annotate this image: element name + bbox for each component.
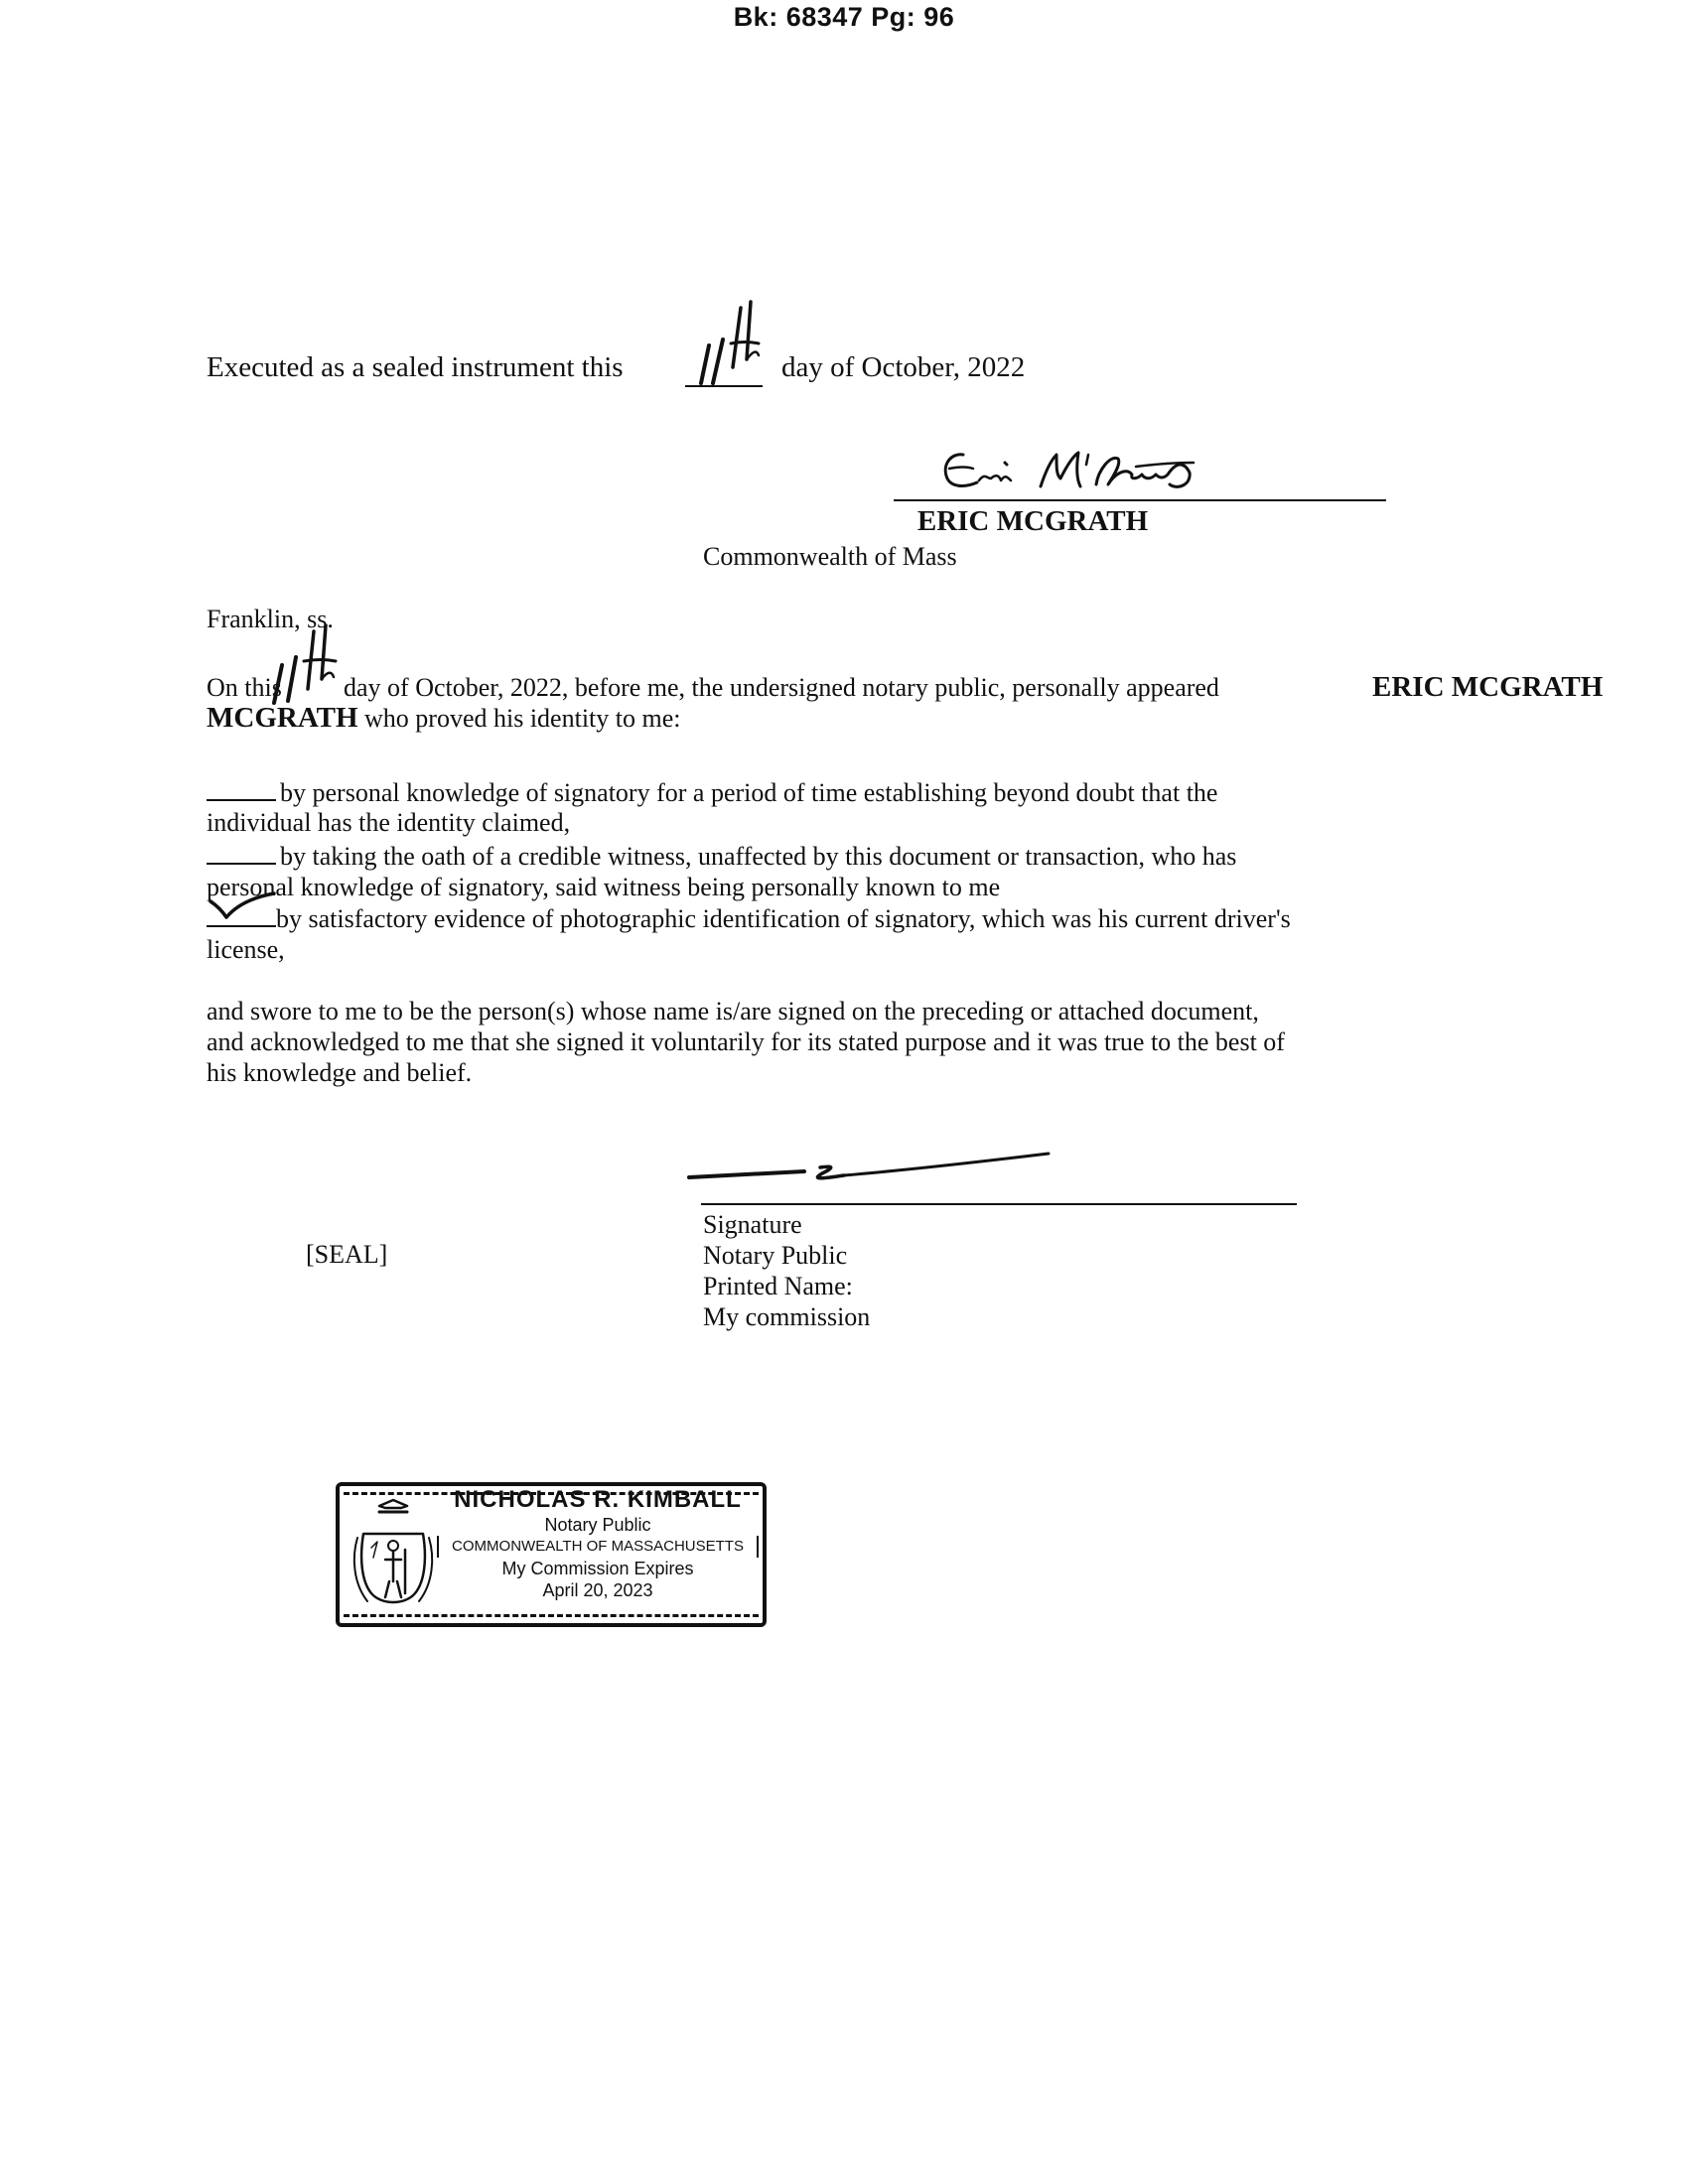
ack-proved (207, 703, 680, 734)
notary-stamp (336, 1482, 767, 1627)
option2-line2: personal knowledge of signatory, said witness being personally known to me (207, 873, 1001, 901)
signer-location: Commonwealth of Mass (703, 542, 957, 571)
ack-signer-surname: MCGRATH (207, 702, 358, 734)
stamp-jurisdiction: COMMONWEALTH OF MASSACHUSETTS (437, 1536, 759, 1558)
book-page-reference: Bk: 68347 Pg: 96 (733, 2, 955, 32)
stamp-title: Notary Public (544, 1515, 651, 1535)
notary-printed-name-label: Printed Name: (703, 1272, 853, 1300)
stamp-expires-date: April 20, 2023 (542, 1580, 653, 1600)
notary-commission-label: My commission (703, 1302, 871, 1331)
option1-line1: by personal knowledge of signatory for a period of time establishing beyond doubt that the (280, 778, 1218, 807)
signer-signature-line (894, 499, 1386, 501)
sworn-line2: and acknowledged to me that she signed it voluntarily for its stated purpose and it was true to the best of (207, 1027, 1285, 1056)
option3-blank (207, 925, 276, 927)
massachusetts-seal-icon (350, 1498, 437, 1617)
ack-proved-text: who proved his identity to me: (364, 704, 681, 733)
option-credible-witness (207, 841, 1236, 872)
option2-blank (207, 863, 276, 865)
option-photo-id (207, 903, 1291, 934)
notary-signature (685, 1142, 1062, 1191)
seal-label: [SEAL] (306, 1240, 388, 1269)
option3-line2: license, (207, 935, 285, 964)
ack-on-this: On this (207, 673, 282, 702)
option1-line2: individual has the identity claimed, (207, 808, 571, 837)
signer-name: ERIC MCGRATH (916, 505, 1149, 537)
execution-suffix: day of October, 2022 (781, 351, 1026, 383)
stamp-notary-name: NICHOLAS R. KIMBALL (454, 1486, 742, 1513)
execution-prefix: Executed as a sealed instrument this (207, 351, 624, 383)
ack-signer-name: ERIC MCGRATH (1372, 671, 1604, 703)
notary-signature-line (701, 1203, 1297, 1205)
stamp-expires-label: My Commission Expires (501, 1559, 694, 1578)
venue: Franklin, ss. (207, 605, 334, 633)
execution-day-handwritten (695, 298, 774, 387)
option2-line1: by taking the oath of a credible witness, unaffected by this document or transaction, who has (280, 842, 1237, 871)
option1-blank (207, 799, 276, 801)
option-personal-knowledge (207, 777, 1217, 808)
notary-signature-label: Signature (703, 1210, 802, 1239)
notary-title: Notary Public (703, 1241, 848, 1270)
signer-signature (933, 445, 1231, 504)
stamp-text (437, 1486, 759, 1601)
sworn-line3: his knowledge and belief. (207, 1058, 473, 1087)
option3-line1: by satisfactory evidence of photographic identification of signatory, which was his current driver's (276, 904, 1291, 933)
ack-intro-rest: day of October, 2022, before me, the undersigned notary public, personally appeared (344, 673, 1219, 702)
sworn-line1: and swore to me to be the person(s) whose name is/are signed on the preceding or attached document, (207, 997, 1259, 1025)
